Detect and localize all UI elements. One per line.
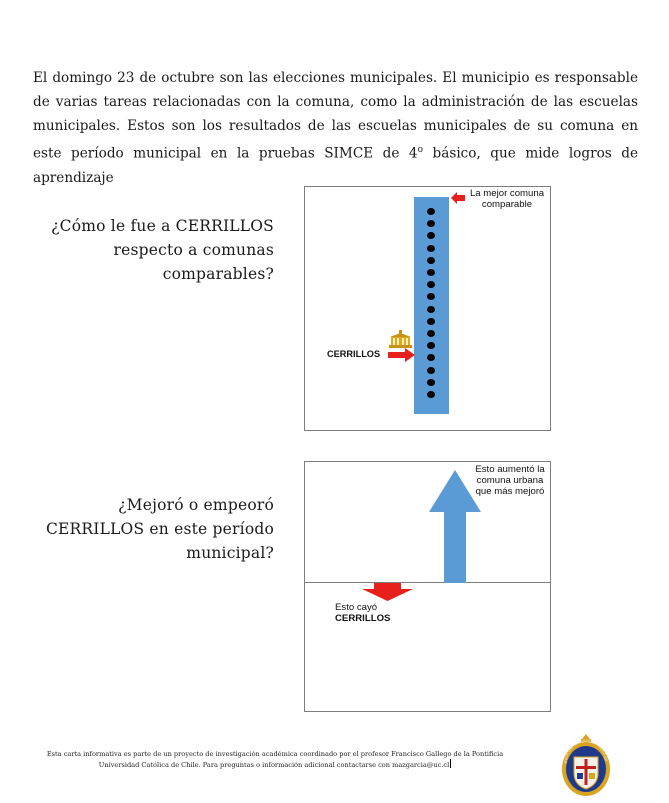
question-change-line-2: CERRILLOS en este período: [45, 520, 274, 538]
commune-rank-dot: [427, 330, 435, 337]
commune-rank-dot: [427, 269, 435, 276]
text-cursor: [450, 759, 451, 768]
commune-label: CERRILLOS: [327, 349, 381, 359]
commune-change-label-prefix: Esto cayó: [335, 602, 378, 613]
footer-line-2: [30, 759, 520, 770]
best-commune-label-line-2: comparable: [481, 199, 533, 210]
commune-rank-dot: [427, 293, 435, 300]
intro-text-end: básico, que mide logros de aprendizaje: [33, 145, 638, 186]
commune-rank-dot: [427, 379, 435, 386]
commune-rank-dot: [427, 208, 435, 215]
commune-rank-dot: [427, 342, 435, 349]
best-commune-label-line-1: La mejor comuna: [469, 188, 545, 199]
commune-rank-dot: [427, 391, 435, 398]
ranking-panel: [304, 186, 551, 431]
commune-rank-dot: [427, 318, 435, 325]
commune-rank-dot: [427, 232, 435, 239]
commune-rank-dot: [427, 245, 435, 252]
best-improvement-label: [470, 464, 550, 497]
decrease-arrow: [362, 583, 413, 601]
question-ranking-line-1: ¿Cómo le fue a CERRILLOS: [51, 217, 274, 235]
commune-change-label: [335, 602, 390, 624]
commune-rank-dot: [427, 281, 435, 288]
question-change: [20, 493, 274, 565]
question-change-line-1: ¿Mejoró o empeoró: [118, 496, 274, 514]
best-improvement-label-line-2: comuna urbana: [476, 475, 544, 486]
commune-rank-dot: [427, 306, 435, 313]
question-ranking-line-3: comparables?: [162, 265, 274, 283]
commune-rank-dot: [427, 367, 435, 374]
change-panel: [304, 461, 551, 712]
commune-rank-dot: [427, 220, 435, 227]
footer-line-1: Esta carta informativa es parte de un proyecto de investigación académica coordinado por el profesor Francisco Gallego de la Pontificia: [46, 750, 504, 758]
commune-change-label-name: CERRILLOS: [335, 613, 391, 624]
question-ranking-line-2: respecto a comunas: [113, 241, 274, 259]
seal-text: IFICIA UNIVERSIDAD CATÓLICA DE: [563, 738, 608, 764]
intro-superscript: o: [417, 145, 424, 155]
commune-rank-dot: [427, 257, 435, 264]
intro-text: El domingo 23 de octubre son las elecciones municipales. El municipio es responsable de varias tareas relacionadas con la comuna, como la administración de las escuelas municipales. Estos son los resultados de las escuelas municipales de su comuna en este período municipal en la pruebas SIMCE de 4: [33, 70, 638, 162]
best-improvement-label-line-3: que más mejoró: [475, 486, 545, 497]
commune-rank-dot: [427, 354, 435, 361]
baseline: [305, 582, 550, 583]
question-ranking: [20, 214, 274, 286]
best-improvement-label-line-1: Esto aumentó la: [475, 464, 545, 475]
ranking-bar: [414, 197, 449, 414]
footer-line-2-text: Universidad Católica de Chile. Para preguntas o información adicional contactarse con mazgarcia@uc.cl: [98, 761, 450, 769]
intro-paragraph: [33, 66, 638, 190]
town-hall-icon: [388, 330, 413, 348]
commune-arrow: [388, 348, 415, 362]
footer-note: [30, 749, 520, 770]
question-change-line-3: municipal?: [186, 544, 274, 562]
university-seal-icon: [560, 733, 612, 799]
best-commune-label: [465, 188, 549, 210]
best-commune-arrow: [451, 192, 465, 204]
